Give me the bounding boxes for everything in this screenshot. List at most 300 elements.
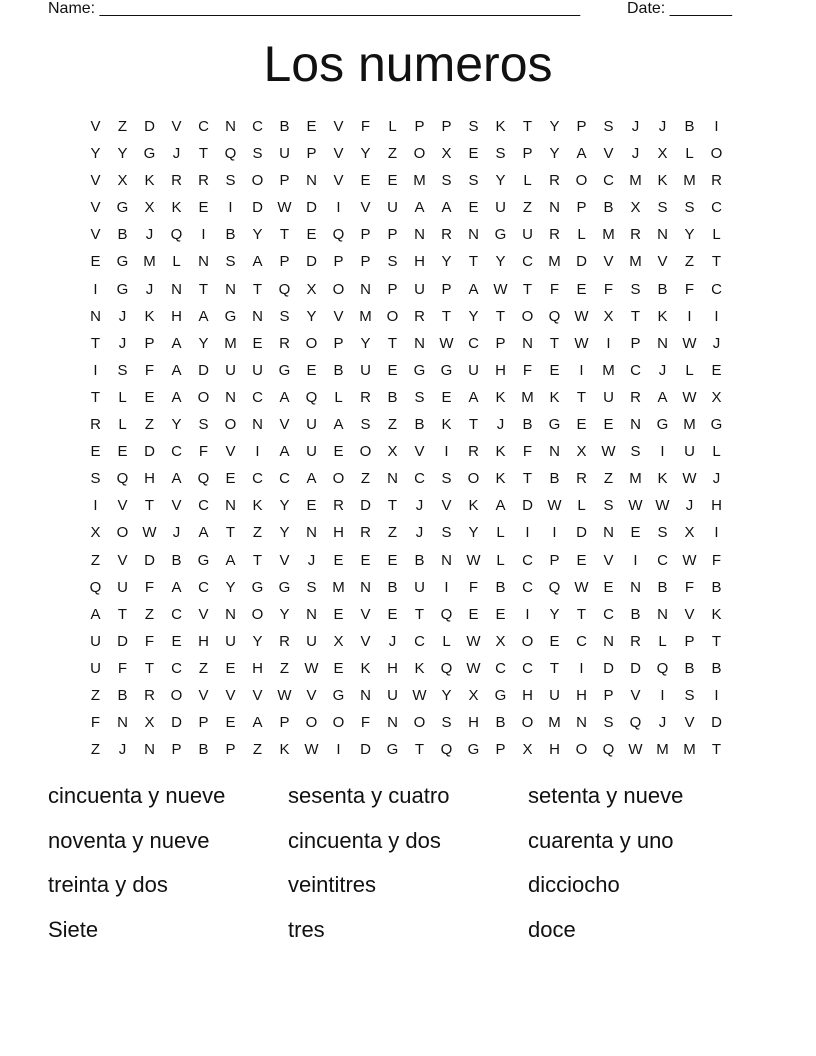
grid-letter[interactable]: O <box>332 470 345 488</box>
grid-letter[interactable]: N <box>306 605 317 623</box>
grid-letter[interactable]: C <box>414 632 425 650</box>
grid-letter[interactable]: H <box>144 470 155 488</box>
grid-letter[interactable]: A <box>252 253 263 271</box>
grid-letter[interactable]: K <box>549 388 560 406</box>
grid-letter[interactable]: J <box>658 361 667 379</box>
grid-letter[interactable]: R <box>468 443 479 461</box>
grid-letter[interactable]: T <box>279 226 290 244</box>
grid-letter[interactable]: T <box>117 605 128 623</box>
grid-letter[interactable]: J <box>685 497 694 515</box>
grid-letter[interactable]: B <box>549 470 560 488</box>
grid-letter[interactable]: K <box>495 470 506 488</box>
grid-letter[interactable]: L <box>118 388 127 406</box>
grid-letter[interactable]: P <box>279 253 290 271</box>
grid-letter[interactable]: I <box>444 443 449 461</box>
grid-letter[interactable]: U <box>279 145 290 163</box>
grid-letter[interactable]: S <box>252 145 263 163</box>
grid-letter[interactable]: C <box>252 118 263 135</box>
grid-letter[interactable]: O <box>305 334 318 352</box>
grid-letter[interactable]: W <box>304 741 319 759</box>
grid-letter[interactable]: F <box>360 118 371 135</box>
grid-letter[interactable]: W <box>574 578 589 596</box>
grid-letter[interactable]: K <box>279 741 290 759</box>
grid-letter[interactable]: G <box>467 741 480 759</box>
grid-letter[interactable]: N <box>603 524 614 542</box>
grid-letter[interactable]: P <box>171 741 182 759</box>
grid-letter[interactable]: B <box>387 388 398 406</box>
grid-letter[interactable]: O <box>359 443 372 461</box>
grid-letter[interactable]: V <box>414 443 425 461</box>
grid-letter[interactable]: E <box>90 253 101 271</box>
grid-letter[interactable]: V <box>333 118 344 135</box>
grid-letter[interactable]: C <box>522 578 533 596</box>
grid-letter[interactable]: T <box>468 416 479 434</box>
grid-letter[interactable]: N <box>360 280 371 298</box>
grid-letter[interactable]: K <box>495 443 506 461</box>
grid-letter[interactable]: D <box>198 361 209 379</box>
grid-letter[interactable]: E <box>468 199 479 217</box>
grid-letter[interactable]: J <box>307 551 316 569</box>
grid-letter[interactable]: J <box>712 334 721 352</box>
grid-letter[interactable]: Q <box>629 714 642 732</box>
grid-letter[interactable]: X <box>522 741 533 759</box>
grid-letter[interactable]: T <box>630 307 641 325</box>
grid-letter[interactable]: L <box>577 497 586 515</box>
grid-letter[interactable]: X <box>117 172 128 190</box>
grid-letter[interactable]: X <box>387 443 398 461</box>
grid-letter[interactable]: I <box>579 659 584 677</box>
grid-letter[interactable]: R <box>144 686 155 704</box>
grid-letter[interactable]: S <box>441 172 452 190</box>
grid-letter[interactable]: J <box>712 470 721 488</box>
grid-letter[interactable]: L <box>712 226 721 244</box>
grid-letter[interactable]: L <box>118 416 127 434</box>
grid-letter[interactable]: S <box>198 416 209 434</box>
grid-letter[interactable]: W <box>304 659 319 677</box>
grid-letter[interactable]: M <box>548 253 561 271</box>
grid-letter[interactable]: Z <box>387 416 398 434</box>
grid-letter[interactable]: W <box>142 524 157 542</box>
grid-letter[interactable]: B <box>117 686 128 704</box>
grid-letter[interactable]: A <box>468 280 479 298</box>
grid-letter[interactable]: J <box>145 226 154 244</box>
grid-letter[interactable]: N <box>414 334 425 352</box>
grid-letter[interactable]: F <box>144 578 155 596</box>
grid-letter[interactable]: C <box>171 443 182 461</box>
grid-letter[interactable]: N <box>252 307 263 325</box>
grid-letter[interactable]: Y <box>684 226 695 244</box>
grid-letter[interactable]: G <box>278 361 291 379</box>
grid-letter[interactable]: G <box>116 199 129 217</box>
grid-letter[interactable]: Q <box>548 578 561 596</box>
grid-letter[interactable]: E <box>306 226 317 244</box>
grid-letter[interactable]: L <box>172 253 181 271</box>
grid-letter[interactable]: M <box>683 416 696 434</box>
grid-letter[interactable]: E <box>387 605 398 623</box>
grid-letter[interactable]: Q <box>116 470 129 488</box>
grid-letter[interactable]: B <box>387 578 398 596</box>
grid-letter[interactable]: S <box>468 172 479 190</box>
grid-letter[interactable]: M <box>656 741 669 759</box>
grid-letter[interactable]: T <box>252 280 263 298</box>
grid-letter[interactable]: S <box>225 253 236 271</box>
grid-letter[interactable]: P <box>576 199 587 217</box>
grid-letter[interactable]: A <box>279 443 290 461</box>
grid-letter[interactable]: T <box>711 253 722 271</box>
grid-letter[interactable]: E <box>468 605 479 623</box>
grid-letter[interactable]: O <box>251 172 264 190</box>
grid-letter[interactable]: M <box>143 253 156 271</box>
grid-letter[interactable]: A <box>414 199 425 217</box>
grid-letter[interactable]: N <box>306 172 317 190</box>
grid-letter[interactable]: S <box>360 416 371 434</box>
grid-letter[interactable]: I <box>633 551 638 569</box>
grid-letter[interactable]: U <box>306 416 317 434</box>
grid-letter[interactable]: O <box>116 524 129 542</box>
grid-letter[interactable]: I <box>201 226 206 244</box>
grid-letter[interactable]: Q <box>170 226 183 244</box>
grid-letter[interactable]: M <box>413 172 426 190</box>
grid-letter[interactable]: R <box>711 172 722 190</box>
grid-letter[interactable]: Z <box>252 524 263 542</box>
grid-letter[interactable]: V <box>333 307 344 325</box>
date-field[interactable]: Date: _______ <box>627 0 732 17</box>
grid-letter[interactable]: K <box>414 659 425 677</box>
grid-letter[interactable]: Y <box>279 605 290 623</box>
grid-letter[interactable]: V <box>117 497 128 515</box>
grid-letter[interactable]: C <box>630 361 641 379</box>
grid-letter[interactable]: R <box>576 470 587 488</box>
grid-letter[interactable]: E <box>495 605 506 623</box>
grid-letter[interactable]: I <box>525 605 530 623</box>
grid-letter[interactable]: B <box>603 199 614 217</box>
grid-letter[interactable]: E <box>117 443 128 461</box>
grid-letter[interactable]: D <box>630 659 641 677</box>
grid-letter[interactable]: P <box>279 172 290 190</box>
grid-letter[interactable]: T <box>549 659 560 677</box>
grid-letter[interactable]: V <box>117 551 128 569</box>
grid-letter[interactable]: W <box>682 388 697 406</box>
grid-letter[interactable]: D <box>522 497 533 515</box>
grid-letter[interactable]: P <box>630 334 641 352</box>
grid-letter[interactable]: C <box>198 118 209 135</box>
grid-letter[interactable]: T <box>387 334 398 352</box>
grid-letter[interactable]: W <box>682 551 697 569</box>
grid-letter[interactable]: X <box>684 524 695 542</box>
grid-letter[interactable]: R <box>630 226 641 244</box>
grid-letter[interactable]: U <box>387 686 398 704</box>
grid-letter[interactable]: R <box>630 632 641 650</box>
grid-letter[interactable]: V <box>171 118 182 135</box>
grid-letter[interactable]: Y <box>468 307 479 325</box>
grid-letter[interactable]: C <box>657 551 668 569</box>
grid-letter[interactable]: R <box>90 416 101 434</box>
grid-letter[interactable]: N <box>144 741 155 759</box>
grid-letter[interactable]: V <box>225 686 236 704</box>
grid-letter[interactable]: V <box>171 497 182 515</box>
grid-letter[interactable]: Y <box>549 118 560 135</box>
grid-letter[interactable]: R <box>279 334 290 352</box>
grid-letter[interactable]: U <box>684 443 695 461</box>
grid-letter[interactable]: N <box>225 497 236 515</box>
grid-letter[interactable]: G <box>413 361 426 379</box>
grid-letter[interactable]: R <box>333 497 344 515</box>
grid-letter[interactable]: M <box>548 714 561 732</box>
grid-letter[interactable]: U <box>252 361 263 379</box>
grid-letter[interactable]: F <box>468 578 479 596</box>
grid-letter[interactable]: E <box>630 524 641 542</box>
grid-letter[interactable]: O <box>332 280 345 298</box>
grid-letter[interactable]: I <box>660 686 665 704</box>
grid-letter[interactable]: H <box>198 632 209 650</box>
name-field[interactable]: Name: ______________________________________________________ <box>48 0 581 17</box>
grid-letter[interactable]: F <box>684 578 695 596</box>
grid-letter[interactable]: R <box>549 226 560 244</box>
grid-letter[interactable]: F <box>711 551 722 569</box>
grid-letter[interactable]: B <box>171 551 182 569</box>
grid-letter[interactable]: B <box>630 605 641 623</box>
grid-letter[interactable]: K <box>441 416 452 434</box>
grid-letter[interactable]: D <box>306 199 317 217</box>
grid-letter[interactable]: D <box>171 714 182 732</box>
grid-letter[interactable]: I <box>444 578 449 596</box>
grid-letter[interactable]: B <box>495 714 506 732</box>
grid-letter[interactable]: F <box>117 659 128 677</box>
grid-letter[interactable]: P <box>360 253 371 271</box>
grid-letter[interactable]: L <box>496 551 505 569</box>
grid-letter[interactable]: E <box>576 416 587 434</box>
grid-letter[interactable]: A <box>306 470 317 488</box>
grid-letter[interactable]: B <box>333 361 344 379</box>
grid-letter[interactable]: N <box>657 334 668 352</box>
grid-letter[interactable]: C <box>495 659 506 677</box>
grid-letter[interactable]: W <box>574 307 589 325</box>
grid-letter[interactable]: A <box>171 334 182 352</box>
grid-letter[interactable]: R <box>549 172 560 190</box>
grid-letter[interactable]: F <box>198 443 209 461</box>
grid-letter[interactable]: E <box>90 443 101 461</box>
grid-letter[interactable]: M <box>683 741 696 759</box>
grid-letter[interactable]: N <box>225 388 236 406</box>
grid-letter[interactable]: A <box>441 199 452 217</box>
grid-letter[interactable]: L <box>334 388 343 406</box>
grid-letter[interactable]: E <box>333 605 344 623</box>
grid-letter[interactable]: N <box>549 199 560 217</box>
grid-letter[interactable]: W <box>466 659 481 677</box>
grid-letter[interactable]: N <box>522 334 533 352</box>
grid-letter[interactable]: T <box>414 741 425 759</box>
grid-letter[interactable]: Q <box>656 659 669 677</box>
grid-letter[interactable]: C <box>252 470 263 488</box>
grid-letter[interactable]: K <box>657 470 668 488</box>
grid-letter[interactable]: V <box>225 443 236 461</box>
grid-letter[interactable]: T <box>198 280 209 298</box>
grid-letter[interactable]: J <box>631 145 640 163</box>
grid-letter[interactable]: P <box>495 741 506 759</box>
grid-letter[interactable]: F <box>522 361 533 379</box>
grid-letter[interactable]: I <box>714 524 719 542</box>
grid-letter[interactable]: V <box>630 686 641 704</box>
grid-letter[interactable]: N <box>306 524 317 542</box>
grid-letter[interactable]: S <box>684 686 695 704</box>
grid-letter[interactable]: V <box>684 714 695 732</box>
grid-letter[interactable]: C <box>252 388 263 406</box>
grid-letter[interactable]: M <box>602 226 615 244</box>
grid-letter[interactable]: L <box>712 443 721 461</box>
grid-letter[interactable]: C <box>711 199 722 217</box>
grid-letter[interactable]: K <box>711 605 722 623</box>
grid-letter[interactable]: O <box>710 145 723 163</box>
grid-letter[interactable]: T <box>90 334 101 352</box>
grid-letter[interactable]: L <box>658 632 667 650</box>
grid-letter[interactable]: A <box>576 145 587 163</box>
grid-letter[interactable]: S <box>495 145 506 163</box>
grid-letter[interactable]: M <box>683 172 696 190</box>
grid-letter[interactable]: U <box>387 199 398 217</box>
grid-letter[interactable]: C <box>414 470 425 488</box>
grid-letter[interactable]: B <box>414 551 425 569</box>
grid-letter[interactable]: U <box>414 280 425 298</box>
grid-letter[interactable]: W <box>682 334 697 352</box>
grid-letter[interactable]: N <box>576 714 587 732</box>
grid-letter[interactable]: E <box>225 714 236 732</box>
grid-letter[interactable]: Z <box>144 416 155 434</box>
grid-letter[interactable]: W <box>277 686 292 704</box>
grid-letter[interactable]: S <box>441 714 452 732</box>
grid-letter[interactable]: G <box>494 226 507 244</box>
grid-letter[interactable]: X <box>657 145 668 163</box>
grid-letter[interactable]: N <box>171 280 182 298</box>
grid-letter[interactable]: G <box>278 578 291 596</box>
grid-letter[interactable]: V <box>90 199 101 217</box>
grid-letter[interactable]: Y <box>549 145 560 163</box>
grid-letter[interactable]: O <box>575 741 588 759</box>
grid-letter[interactable]: K <box>171 199 182 217</box>
grid-letter[interactable]: K <box>144 307 155 325</box>
grid-letter[interactable]: T <box>144 497 155 515</box>
grid-letter[interactable]: J <box>415 497 424 515</box>
grid-letter[interactable]: C <box>198 497 209 515</box>
grid-letter[interactable]: W <box>574 334 589 352</box>
grid-letter[interactable]: X <box>144 714 155 732</box>
grid-letter[interactable]: S <box>630 443 641 461</box>
grid-letter[interactable]: A <box>171 470 182 488</box>
grid-letter[interactable]: X <box>630 199 641 217</box>
grid-letter[interactable]: Y <box>279 524 290 542</box>
grid-letter[interactable]: B <box>684 659 695 677</box>
grid-letter[interactable]: W <box>628 497 643 515</box>
grid-letter[interactable]: N <box>603 632 614 650</box>
grid-letter[interactable]: D <box>117 632 128 650</box>
grid-letter[interactable]: O <box>251 605 264 623</box>
grid-letter[interactable]: B <box>225 226 236 244</box>
grid-letter[interactable]: E <box>360 172 371 190</box>
grid-letter[interactable]: V <box>360 632 371 650</box>
grid-letter[interactable]: L <box>442 632 451 650</box>
grid-letter[interactable]: Y <box>441 253 452 271</box>
grid-letter[interactable]: J <box>172 145 181 163</box>
grid-letter[interactable]: E <box>252 334 263 352</box>
grid-letter[interactable]: I <box>714 307 719 325</box>
grid-letter[interactable]: E <box>576 280 587 298</box>
grid-letter[interactable]: U <box>468 361 479 379</box>
grid-letter[interactable]: C <box>522 551 533 569</box>
grid-letter[interactable]: A <box>333 416 344 434</box>
grid-letter[interactable]: I <box>687 307 692 325</box>
grid-letter[interactable]: M <box>629 470 642 488</box>
grid-letter[interactable]: D <box>144 443 155 461</box>
grid-letter[interactable]: D <box>252 199 263 217</box>
grid-letter[interactable]: X <box>333 632 344 650</box>
grid-letter[interactable]: T <box>549 334 560 352</box>
grid-letter[interactable]: X <box>144 199 155 217</box>
grid-letter[interactable]: N <box>225 280 236 298</box>
grid-letter[interactable]: V <box>90 118 101 135</box>
grid-letter[interactable]: Z <box>522 199 533 217</box>
grid-letter[interactable]: B <box>711 659 722 677</box>
grid-letter[interactable]: E <box>198 199 209 217</box>
grid-letter[interactable]: H <box>468 714 479 732</box>
grid-letter[interactable]: D <box>576 524 587 542</box>
grid-letter[interactable]: V <box>603 253 614 271</box>
grid-letter[interactable]: B <box>414 416 425 434</box>
grid-letter[interactable]: O <box>170 686 183 704</box>
grid-letter[interactable]: R <box>441 226 452 244</box>
grid-letter[interactable]: U <box>495 199 506 217</box>
grid-letter[interactable]: O <box>413 145 426 163</box>
grid-letter[interactable]: O <box>467 470 480 488</box>
grid-letter[interactable]: N <box>198 253 209 271</box>
grid-letter[interactable]: P <box>576 118 587 135</box>
grid-letter[interactable]: U <box>90 659 101 677</box>
grid-letter[interactable]: T <box>441 307 452 325</box>
grid-letter[interactable]: P <box>360 226 371 244</box>
grid-letter[interactable]: B <box>657 280 668 298</box>
grid-letter[interactable]: E <box>225 659 236 677</box>
grid-letter[interactable]: G <box>251 578 264 596</box>
grid-letter[interactable]: S <box>387 253 398 271</box>
grid-letter[interactable]: H <box>171 307 182 325</box>
grid-letter[interactable]: J <box>415 524 424 542</box>
grid-letter[interactable]: H <box>522 686 533 704</box>
grid-letter[interactable]: S <box>441 470 452 488</box>
grid-letter[interactable]: A <box>657 388 668 406</box>
grid-letter[interactable]: I <box>660 443 665 461</box>
grid-letter[interactable]: V <box>657 253 668 271</box>
grid-letter[interactable]: P <box>279 714 290 732</box>
grid-letter[interactable]: J <box>496 416 505 434</box>
grid-letter[interactable]: F <box>144 361 155 379</box>
grid-letter[interactable]: O <box>521 307 534 325</box>
grid-letter[interactable]: A <box>171 578 182 596</box>
grid-letter[interactable]: S <box>468 118 479 135</box>
grid-letter[interactable]: O <box>413 714 426 732</box>
grid-letter[interactable]: G <box>548 416 561 434</box>
grid-letter[interactable]: N <box>387 470 398 488</box>
grid-letter[interactable]: N <box>630 416 641 434</box>
grid-letter[interactable]: T <box>198 145 209 163</box>
grid-letter[interactable]: C <box>576 632 587 650</box>
grid-letter[interactable]: L <box>496 524 505 542</box>
grid-letter[interactable]: U <box>117 578 128 596</box>
grid-letter[interactable]: V <box>441 497 452 515</box>
grid-letter[interactable]: N <box>630 578 641 596</box>
grid-letter[interactable]: A <box>468 388 479 406</box>
grid-letter[interactable]: F <box>549 280 560 298</box>
grid-letter[interactable]: M <box>224 334 237 352</box>
grid-letter[interactable]: E <box>387 172 398 190</box>
grid-letter[interactable]: G <box>224 307 237 325</box>
